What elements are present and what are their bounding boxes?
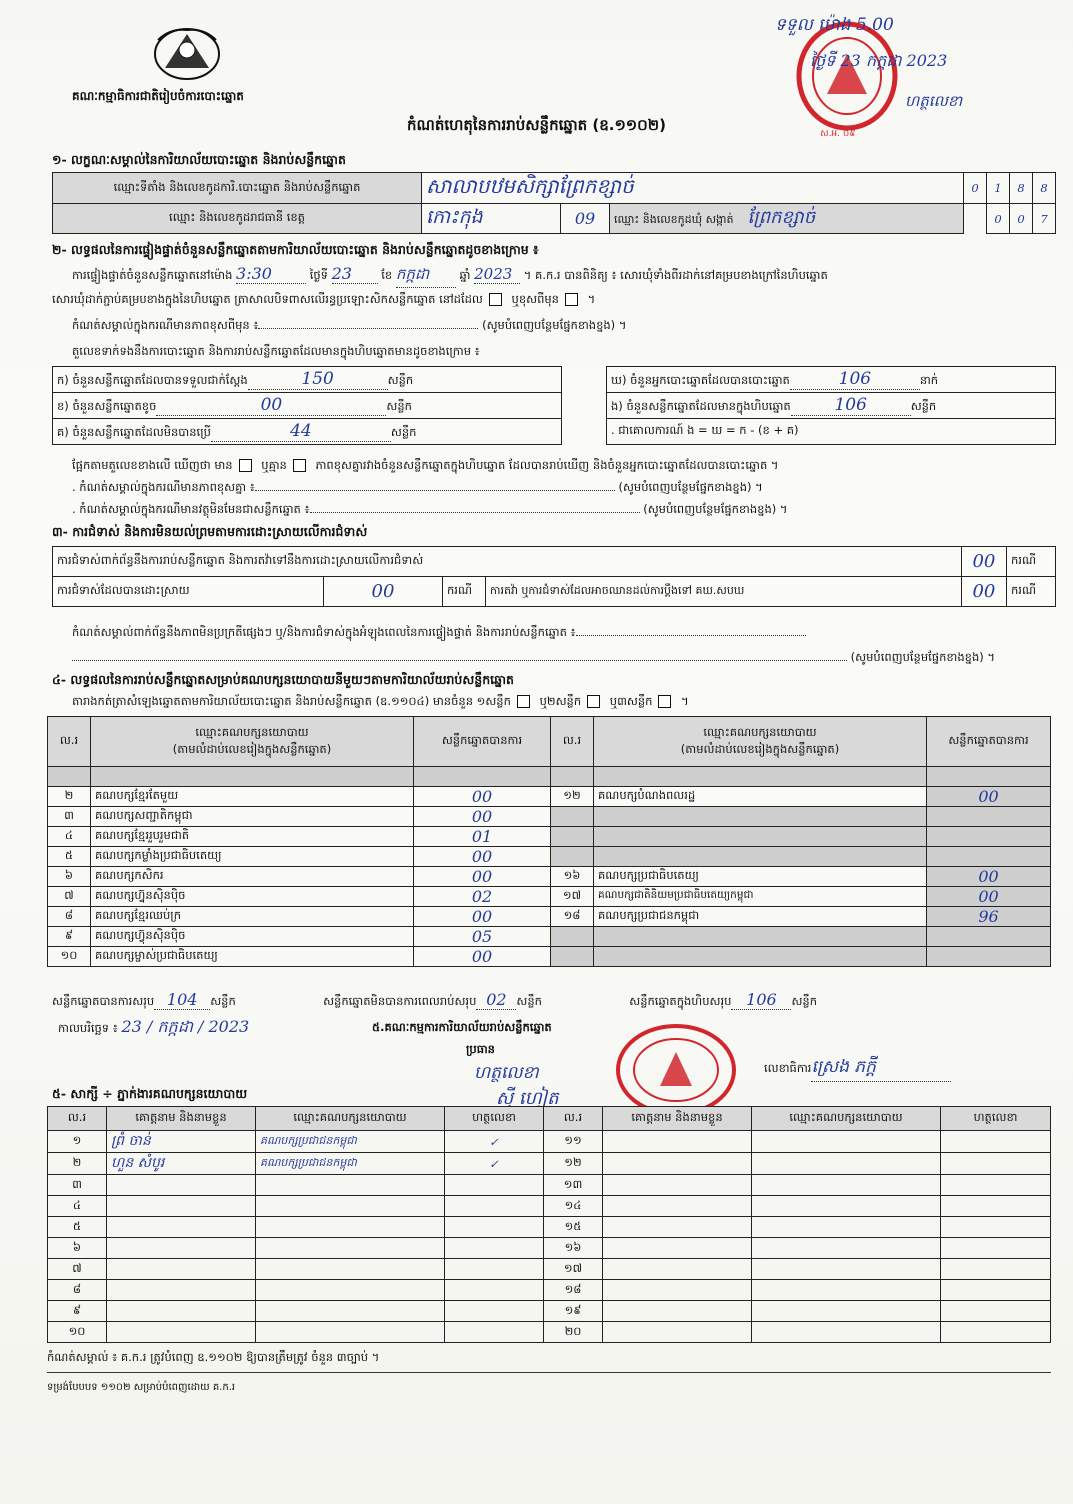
- irregularity-note: កំណត់សម្គាល់ពាក់ព័ន្ធនឹងភាពមិនប្រក្រតីផ្សេងៗ ឬ/និងការជំទាស់ក្នុងអំឡុងពេលនៃការផ្ទៀងផ្ទាត់ និងការរាប់សន្លឹកឆ្នោត ៖: [72, 625, 806, 642]
- verify-day: 23: [332, 264, 378, 284]
- difference-check-line: ផ្អែកតាមតួលេខខាងលើ ឃើញថា មាន ឬគ្មាន ភាពខុសគ្នារវាងចំនួនសន្លឹកឆ្នោតក្នុងហិបឆ្នោត ដែលបានរាប់ឃើញ និងចំនួនអ្នកបោះឆ្នោតដែលបានបោះឆ្នោត ។: [72, 458, 779, 472]
- three-sheet-checkbox[interactable]: [658, 695, 671, 708]
- two-sheet-checkbox[interactable]: [587, 695, 600, 708]
- party-results-table: ល.រ ឈ្មោះគណបក្សនយោបាយ (តាមលំដាប់លេខរៀងក្នុងសន្លឹកឆ្នោត) សន្លឹកឆ្នោតបានការ ល.រ ឈ្មោះគណបក្សនយោបាយ (តាមលំដាប់លេខរៀងក្នុងសន្លឹកឆ្នោត) សន្លឹកឆ្នោតបានការ ២ គណបក្សខ្មែរតែមួយ 00 ១២ គណបក្សបំណងពលរដ្ឋ 00 ៣ គណបក្សសញ្ជាតិកម្ពុជា 00 ៤ គណបក្សខ្មែររួបរួមជាតិ 01 ៥ គណបក្សកម្លាំងប្រជាធិបតេយ្យ 00 ៦ គណបក្សកសិករ 00 ១៦ គណបក្សប្រជាធិបតេយ្យ 00 ៧ គណបក្សហ្វ៊ុនស៊ិនប៉ិច 02 ១៧ គណបក្សជាតិនិយមប្រជាធិបតេយ្យកម្ពុជា 00 ៨ គណបក្សខ្មែរឈប់ក្រ 00 ១៨ គណបក្សប្រជាជនកម្ពុជា 96 ៩ គណបក្សហ៊្វុនស៊ិនប៉ិច 05 ១០ គណបក្សម្ចាស់ប្រជាធិបតេយ្យ 00: [47, 716, 1051, 967]
- irregularity-note-2: (សូមបំពេញបន្ថែមផ្នែកខាងខ្នង) ។: [72, 650, 1047, 667]
- footer-form-ref: ទម្រង់បែបបទ ១១០២ សម្រាប់បំពេញដោយ គ.ក.រ: [47, 1382, 236, 1393]
- party-row: ១០ គណបក្សម្ចាស់ប្រជាធិបតេយ្យ 00: [48, 947, 1051, 967]
- province-value: កោះកុង: [422, 204, 561, 234]
- verify-month: កក្កដា: [396, 265, 456, 288]
- date-line: កាលបរិច្ឆេទ ៖ 23 / កក្កដា / 2023: [58, 1017, 250, 1036]
- difference-remark: . កំណត់សម្គាល់ក្នុងករណីមានភាពខុសគ្នា ៖ (សូមបំពេញបន្ថែមផ្នែកខាងខ្នង) ។: [72, 480, 763, 494]
- objection-unit: ករណី: [1007, 547, 1056, 577]
- ballots-in-box: 106: [791, 395, 911, 416]
- section2-title: ២- លទ្ធផលនៃការផ្ទៀងផ្ទាត់ចំនួនសន្លឹកឆ្នោតតាមការិយាល័យបោះឆ្នោត និងរាប់សន្លឹកឆ្នោតដូចខាងក្រោម ៖: [52, 242, 539, 257]
- witness-row: ៤ ១៤: [48, 1196, 1051, 1217]
- committee-org: ៥.គណៈកម្មការការិយាល័យរាប់សន្លឹកឆ្នោត: [372, 1020, 552, 1034]
- witness-row: ៣ ១៣: [48, 1175, 1051, 1196]
- party-row: ២ គណបក្សខ្មែរតែមួយ 00 ១២ គណបក្សបំណងពលរដ្ឋ 00: [48, 787, 1051, 807]
- party-row: ៩ គណបក្សហ៊្វុនស៊ិនប៉ិច 05: [48, 927, 1051, 947]
- same-checkbox[interactable]: [489, 293, 502, 306]
- figures-intro: តួលេខទាក់ទងនឹងការបោះឆ្នោត និងការរាប់សន្លឹកឆ្នោតដែលមានក្នុងហិបឆ្នោតមានដូចខាងក្រោម ៖: [72, 344, 480, 358]
- verify-year: 2023: [474, 265, 520, 284]
- spoiled-ballots: 00: [156, 395, 386, 416]
- section3-title: ៣- ការជំទាស់ និងការមិនយល់ព្រមតាមការដោះស្រាយលើការជំទាស់: [52, 524, 368, 539]
- witness-row: ៦ ១៦: [48, 1238, 1051, 1259]
- foreign-object-remark: . កំណត់សម្គាល់ក្នុងករណីមានវត្ថុមិនមែនជាសន្លឹកឆ្នោត ៖ (សូមបំពេញបន្ថែមផ្នែកខាងខ្នង) ។: [72, 502, 788, 516]
- received-ballots: 150: [248, 369, 388, 390]
- doc-title: កំណត់ហេតុនៃការរាប់សន្លឹកឆ្នោត (ឧ.១១០២): [406, 116, 666, 134]
- witness-row: ៥ ១៥: [48, 1217, 1051, 1238]
- seal-check-line: សោរឃុំដាក់ភ្ជាប់គម្របខាងក្នុងនៃហិបឆ្នោត ត្រាសាលបិទពាសលើរន្ធប្រឡោះសិកសន្លឹកឆ្នោត នៅដដែល ឬខុសពីមុន ។: [52, 292, 596, 306]
- party-row: ៨ គណបក្សខ្មែរឈប់ក្រ 00 ១៨ គណបក្សប្រជាជនកម្ពុជា 96: [48, 907, 1051, 927]
- location-label: ឈ្មោះទីតាំង និងលេខកូដការិ.បោះឆ្នោត និងរាប់សន្លឹកឆ្នោត: [53, 173, 422, 204]
- section1-title: ១- លក្ខណៈសម្គាល់នៃការិយាល័យបោះឆ្នោត និងរាប់សន្លឹកឆ្នោត: [52, 152, 346, 167]
- loc-code-1: 0: [964, 173, 987, 204]
- section5-title: ៥- សាក្សី ÷ ភ្នាក់ងារគណបក្សនយោបាយ: [52, 1086, 248, 1101]
- committee-stamp: [612, 1022, 740, 1118]
- loc-code-4: 8: [1033, 173, 1056, 204]
- witness-row: ៨ ១៨: [48, 1280, 1051, 1301]
- section4-title: ៤- លទ្ធផលនៃការរាប់សន្លឹកឆ្នោតសម្រាប់គណបក្សនយោបាយនីមួយៗតាមការិយាល័យរាប់សន្លឹកឆ្នោត: [52, 672, 514, 687]
- tally-sheet-line: តារាងកត់ត្រាសំឡេងឆ្នោតតាមការិយាល័យបោះឆ្នោត និងរាប់សន្លឹកឆ្នោត (ឧ.១១០៤) មានចំនួន ១សន្លឹក ឬ២សន្លឹក ឬ៣សន្លឹក ។: [72, 694, 689, 708]
- chair-name: ស៊ី ហៀត: [496, 1088, 559, 1109]
- nec-logo: [150, 20, 224, 82]
- commune-code-3: 7: [1033, 204, 1056, 234]
- commune-code-1: 0: [987, 204, 1010, 234]
- commune-label: ឈ្មោះ និងលេខកូដឃុំ សង្កាត់ ព្រែកខ្សាច់: [610, 204, 964, 234]
- secretary-line: លេខាធិការស្រេង ភក្តី: [764, 1056, 951, 1082]
- stamp-line1: ទទួល ម៉ោង 5.00: [775, 15, 894, 35]
- objections-table: ការជំទាស់ពាក់ព័ន្ធនឹងការរាប់សន្លឹកឆ្នោត និងការតវ៉ាទៅនឹងការដោះស្រាយលើការជំទាស់ 00 ករណី ការជំទាស់ដែលបានដោះស្រាយ 00 ករណី ការតវ៉ា ឬការជំទាស់ដែលអាចឈានដល់ការប្តឹងទៅ គឃ.សបឃ 00 ករណី: [52, 546, 1056, 607]
- chair-signature: ហត្ថលេខា: [474, 1063, 539, 1083]
- org-name: គណៈកម្មាធិការជាតិរៀបចំការបោះឆ្នោត: [72, 89, 244, 103]
- commune-code-2: 0: [1010, 204, 1033, 234]
- totals-line: សន្លឹកឆ្នោតបានការសរុប 104 សន្លឹក សន្លឹកឆ្នោតមិនបានការពេលរាប់សរុប 02 សន្លឹក សន្លឹកឆ្នោតក្នុងហិបសរុប 106 សន្លឹក: [52, 990, 818, 1009]
- appeal-label: ការតវ៉ា ឬការជំទាស់ដែលអាចឈានដល់ការប្តឹងទៅ គឃ.សបឃ: [486, 577, 962, 607]
- witness-row: ៩ ១៩: [48, 1301, 1051, 1322]
- witness-row: ១ ព្រំ ចាន់ គណបក្សប្រជាជនកម្ពុជា ✓ ១១: [48, 1131, 1051, 1153]
- commune-value: ព្រែកខ្សាច់: [747, 207, 816, 228]
- objection-label: ការជំទាស់ពាក់ព័ន្ធនឹងការរាប់សន្លឹកឆ្នោត និងការតវ៉ាទៅនឹងការដោះស្រាយលើការជំទាស់: [53, 547, 962, 577]
- objection-count: 00: [961, 547, 1006, 577]
- date-value: 23 / កក្កដា / 2023: [121, 1017, 250, 1036]
- total-valid: 104: [154, 990, 210, 1010]
- figures-table: ក) ចំនួនសន្លឹកឆ្នោតដែលបានទទួលជាក់ស្តែង 150 សន្លឹក ឃ) ចំនួនអ្នកបោះឆ្នោតដែលបានបោះឆ្នោត 106 នាក់ ខ) ចំនួនសន្លឹកឆ្នោតខូច 00 សន្លឹក ង) ចំនួនសន្លឹកឆ្នោតដែលមានក្នុងហិបឆ្នោត 106 សន្លឹក គ) ចំនួនសន្លឹកឆ្នោតដែលមិនបានប្រើ 44 សន្លឹក . ជាគោលការណ៍ ង = ឃ = ក - (ខ + គ): [52, 366, 1056, 445]
- party-row: ៧ គណបក្សហ្វ៊ុនស៊ិនប៉ិច 02 ១៧ គណបក្សជាតិនិយមប្រជាធិបតេយ្យកម្ពុជា 00: [48, 887, 1051, 907]
- loc-code-3: 8: [1010, 173, 1033, 204]
- witness-row: ៧ ១៧: [48, 1259, 1051, 1280]
- witness-row: ២ ហួន សំបូរ គណបក្សប្រជាជនកម្ពុជា ✓ ១២: [48, 1153, 1051, 1175]
- party-row: ៣ គណបក្សសញ្ជាតិកម្ពុជា 00: [48, 807, 1051, 827]
- difference-note-line: កំណត់សម្គាល់ក្នុងករណីមានភាពខុសពីមុន ៖ (សូមបំពេញបន្ថែមផ្នែកខាងខ្នង) ។: [72, 318, 627, 332]
- no-difference-checkbox[interactable]: [293, 459, 306, 472]
- total-in-box: 106: [731, 990, 791, 1010]
- voters-voted: 106: [790, 369, 920, 390]
- party-row: ៤ គណបក្សខ្មែររួបរួមជាតិ 01: [48, 827, 1051, 847]
- resolved-count: 00: [324, 577, 443, 607]
- party-row: ៦ គណបក្សកសិករ 00 ១៦ គណបក្សប្រជាធិបតេយ្យ 00: [48, 867, 1051, 887]
- witness-row: ១០ ២០: [48, 1322, 1051, 1343]
- province-label: ឈ្មោះ និងលេខកូដរាជធានី ខេត្ត: [53, 204, 422, 234]
- verification-line: ការផ្ទៀងផ្ទាត់ចំនួនសន្លឹកឆ្នោតនៅម៉ោង 3:30 ថ្ងៃទី 23 ខែ កក្កដា ឆ្នាំ 2023 ។ គ.ក.រ បានពិនិត្យ ៖ សោរឃុំទាំងពីរដាក់នៅគម្របខាងក្រៅនៃហិបឆ្នោត: [72, 264, 1062, 288]
- province-code: 09: [561, 204, 610, 234]
- one-sheet-checkbox[interactable]: [517, 695, 530, 708]
- footer-note: កំណត់សម្គាល់ ៖ គ.ក.រ ត្រូវបំពេញ ឧ.១១០២ ឱ្យបានត្រឹមត្រូវ ចំនួន ៣ច្បាប់ ។: [47, 1350, 380, 1364]
- different-checkbox[interactable]: [565, 293, 578, 306]
- appeal-count: 00: [961, 577, 1006, 607]
- party-row: ៥ គណបក្សកម្លាំងប្រជាធិបតេយ្យ 00: [48, 847, 1051, 867]
- secretary-name: ស្រេង ភក្តី: [811, 1056, 951, 1082]
- verify-time: 3:30: [236, 264, 306, 284]
- has-difference-checkbox[interactable]: [239, 459, 252, 472]
- resolved-label: ការជំទាស់ដែលបានដោះស្រាយ: [53, 577, 324, 607]
- witness-table: ល.រ គោត្តនាម និងនាមខ្លួន ឈ្មោះគណបក្សនយោបាយ ហត្ថលេខា ល.រ គោត្តនាម និងនាមខ្លួន ឈ្មោះគណបក្សនយោបាយ ហត្ថលេខា ១ ព្រំ ចាន់ គណបក្សប្រជាជនកម្ពុជា ✓ ១១ ២ ហួន សំបូរ គណបក្សប្រជាជនកម្ពុជា ✓ ១២ ៣ ១៣ ៤ ១៤ ៥ ១៥ ៦ ១៦ ៧ ១៧ ៨ ១៨ ៩ ១៩ ១០ ២០: [47, 1106, 1051, 1343]
- location-value: សាលាបឋមសិក្សាព្រែកខ្សាច់: [422, 173, 964, 204]
- chair-title: ប្រធាន: [466, 1042, 495, 1056]
- loc-code-2: 1: [987, 173, 1010, 204]
- total-invalid: 02: [476, 990, 516, 1010]
- formula-note: . ជាគោលការណ៍ ង = ឃ = ក - (ខ + គ): [607, 419, 1056, 445]
- section1-table: [52, 172, 1056, 234]
- stamp-code: ស.អ. ០៩: [820, 129, 856, 139]
- stamp-line2: ថ្ងៃទី 23 កក្កដា 2023: [810, 51, 948, 70]
- stamp-signature: ហត្ថលេខា: [905, 92, 963, 110]
- unused-ballots: 44: [211, 421, 391, 442]
